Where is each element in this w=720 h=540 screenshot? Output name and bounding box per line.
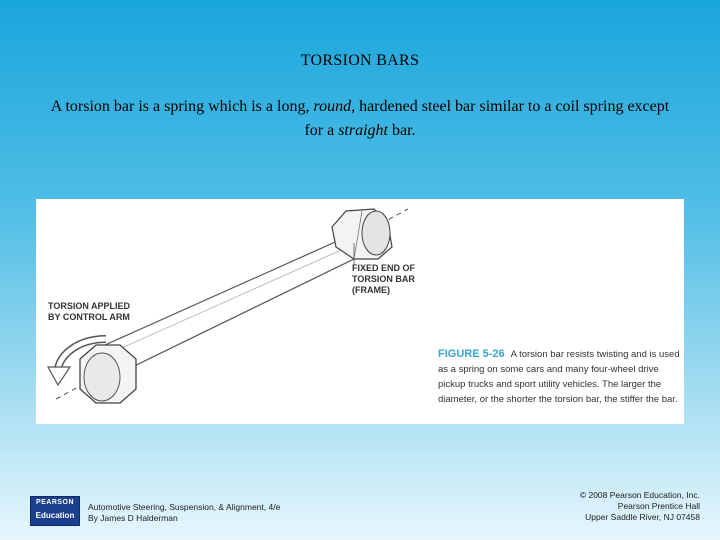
publisher-line: Pearson Prentice Hall	[617, 501, 700, 511]
torsion-bar-figure	[36, 199, 684, 424]
figure-number: FIGURE 5-26	[438, 348, 505, 360]
torsion-applied-label: TORSION APPLIED BY CONTROL ARM	[48, 301, 131, 322]
control-arm-hex	[80, 345, 136, 403]
copyright-line: © 2008 Pearson Education, Inc.	[579, 490, 700, 500]
figure-caption	[438, 347, 683, 407]
footer-copyright	[580, 490, 700, 523]
bar-highlight	[106, 247, 348, 355]
emphasis-straight: straight	[338, 122, 388, 139]
emphasis-round: round	[313, 98, 352, 115]
pearson-logo	[30, 496, 80, 526]
slide-title: TORSION BARS	[300, 52, 420, 69]
body-text-part-3: bar.	[388, 122, 416, 139]
fixed-end-label: FIXED END OF TORSION BAR (FRAME)	[352, 263, 416, 295]
torsion-bar-body	[96, 239, 358, 371]
footer-book-info	[88, 502, 280, 524]
figure-caption-text: A torsion bar resists twisting and is used as a spring on some cars and many four-wheel drive pickup trucks and sport utility vehicles. The larger the diameter, or the shorter the torsion bar, the stiffer the bar.	[438, 349, 680, 405]
book-title: Automotive Steering, Suspension, & Alignment, 4/e	[88, 502, 281, 512]
book-author: By James D Halderman	[88, 513, 178, 523]
body-text-part-1: A torsion bar is a spring which is a long,	[50, 98, 314, 115]
location-line: Upper Saddle River, NJ 07458	[585, 512, 700, 522]
logo-bottom-text: Education	[35, 511, 75, 520]
slide-body-text	[50, 95, 670, 143]
logo-top-text: PEARSON	[35, 499, 75, 506]
body-text-part-2: , hardened steel bar similar to a coil spring except for a	[304, 98, 670, 139]
